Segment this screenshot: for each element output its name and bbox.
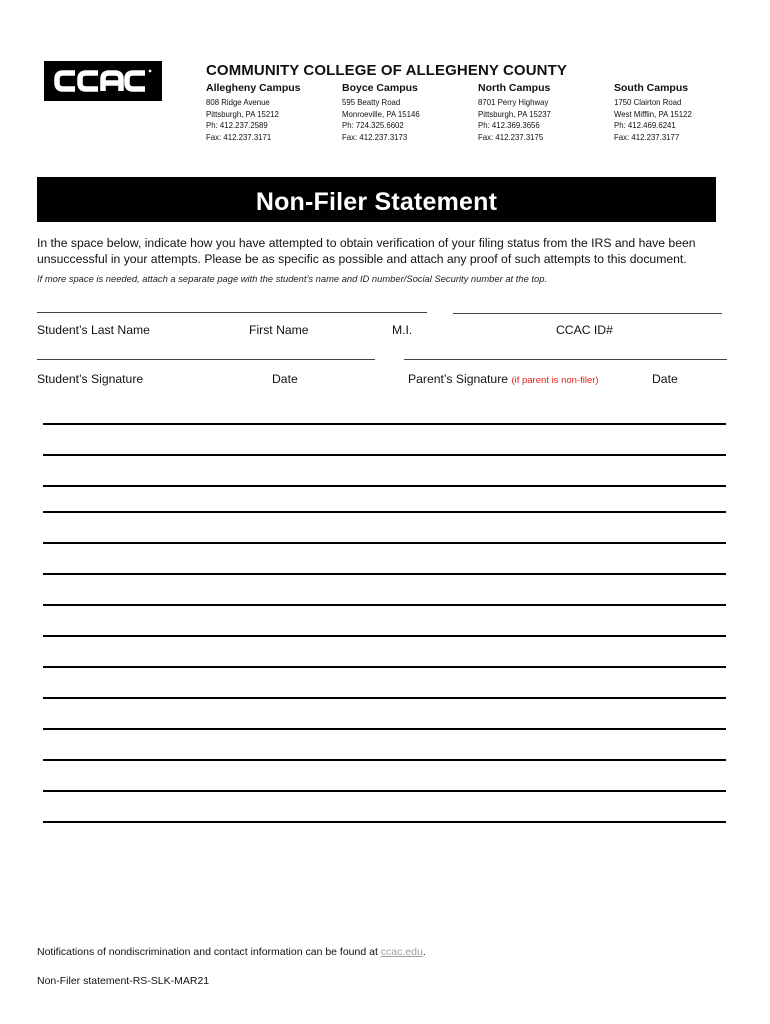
- instructions-text: In the space below, indicate how you have attempted to obtain verification of your filing status from the IRS and have been unsuccessful in your attempts. Please be as specific as possible and attach any proof of such attempts to this document.: [37, 236, 696, 266]
- campus-address-line1: 808 Ridge Avenue: [206, 97, 270, 107]
- writing-line[interactable]: [43, 697, 726, 699]
- last-name-label: Student’s Last Name: [37, 323, 150, 337]
- attachment-note: If more space is needed, attach a separate page with the student’s name and ID number/Social Security number at the top.: [37, 273, 548, 284]
- campus-phone: Ph: 412.469.6241: [614, 120, 676, 131]
- ccac-link[interactable]: ccac.edu: [380, 946, 423, 958]
- campus-boyce: [342, 82, 482, 143]
- campus-south: [614, 82, 754, 143]
- writing-line[interactable]: [43, 454, 726, 456]
- campus-fax: Fax: 412.237.3177: [614, 131, 680, 142]
- campus-fax: Fax: 412.237.3175: [478, 131, 544, 142]
- campus-address-line1: 8701 Perry Highway: [478, 97, 549, 107]
- notice-suffix: .: [422, 946, 426, 958]
- campus-fax: Fax: 412.237.3173: [342, 131, 408, 142]
- campus-address-line2: Monroeville, PA 15146: [342, 108, 420, 119]
- writing-line[interactable]: [43, 604, 726, 606]
- campus-name: North Campus: [478, 82, 551, 94]
- nondiscrimination-notice: [37, 946, 426, 958]
- ccac-logo: [44, 61, 162, 101]
- campus-address-line2: West Mifflin, PA 15122: [614, 108, 692, 119]
- writing-line[interactable]: [43, 728, 726, 730]
- writing-line[interactable]: [43, 635, 726, 637]
- parent-signature-label: [408, 372, 599, 386]
- ccac-id-field-line[interactable]: [453, 313, 722, 314]
- student-signature-label: Student’s Signature: [37, 372, 144, 386]
- writing-line[interactable]: [43, 485, 726, 487]
- campus-phone: Ph: 412.369.3656: [478, 120, 540, 131]
- notice-text: Notifications of nondiscrimination and contact information can be found at: [37, 946, 378, 958]
- writing-line[interactable]: [43, 573, 726, 575]
- campus-phone: Ph: 724.325.6602: [342, 120, 404, 131]
- student-date-label: Date: [272, 372, 298, 386]
- form-identifier: Non-Filer statement-RS-SLK-MAR21: [37, 975, 210, 987]
- campus-address-line2: Pittsburgh, PA 15212: [206, 108, 279, 119]
- campus-name: Boyce Campus: [342, 82, 418, 94]
- parent-qualifier: (if parent is non-filer): [511, 375, 599, 386]
- student-name-field-line[interactable]: [37, 312, 427, 313]
- page-title: Non-Filer Statement: [255, 188, 498, 216]
- campus-fax: Fax: 412.237.3171: [206, 131, 272, 142]
- campus-allegheny: [206, 82, 346, 143]
- campus-name: Allegheny Campus: [206, 82, 301, 94]
- writing-line[interactable]: [43, 542, 726, 544]
- writing-line[interactable]: [43, 821, 726, 823]
- campus-north: [478, 82, 618, 143]
- campus-address-line1: 595 Beatty Road: [342, 97, 401, 107]
- campus-name: South Campus: [614, 82, 689, 94]
- parent-date-label: Date: [652, 372, 678, 386]
- title-bar: [37, 177, 716, 222]
- student-signature-field-line[interactable]: [37, 359, 375, 360]
- writing-line[interactable]: [43, 511, 726, 513]
- parent-signature-text: Parent’s Signature: [408, 372, 509, 386]
- parent-signature-field-line[interactable]: [404, 359, 727, 360]
- ccac-id-label: CCAC ID#: [556, 323, 613, 337]
- ccac-logo-mark: [44, 61, 162, 101]
- campus-phone: Ph: 412.237.2589: [206, 120, 268, 131]
- campus-address-line2: Pittsburgh, PA 15237: [478, 108, 551, 119]
- writing-line[interactable]: [43, 666, 726, 668]
- college-name: COMMUNITY COLLEGE OF ALLEGHENY COUNTY: [206, 62, 567, 79]
- campus-address-line1: 1750 Clairton Road: [614, 97, 682, 107]
- writing-line[interactable]: [43, 790, 726, 792]
- writing-line[interactable]: [43, 423, 726, 425]
- writing-line[interactable]: [43, 759, 726, 761]
- first-name-label: First Name: [249, 323, 309, 337]
- middle-initial-label: M.I.: [392, 323, 413, 337]
